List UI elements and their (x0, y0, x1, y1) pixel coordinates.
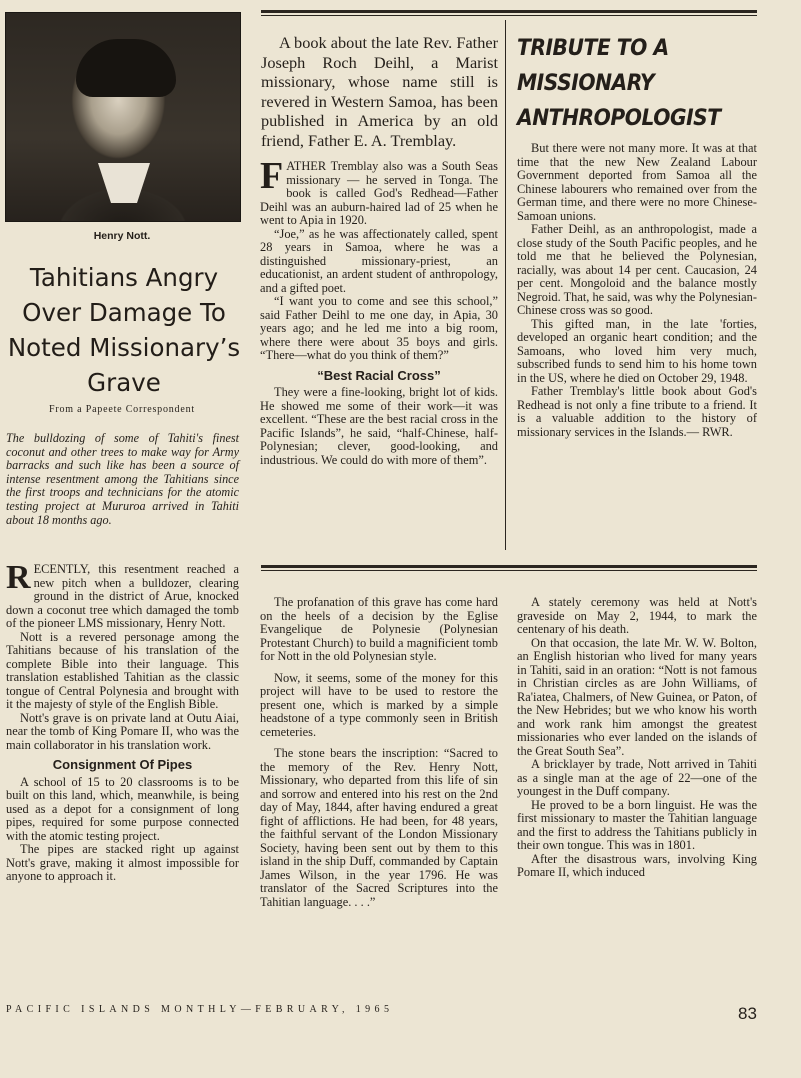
tribute-middle-column (260, 155, 498, 467)
continued-mid-paragraph-1: The profanation of this grave has come hard on the heels of a decision by the Eglise Evangelique de Polynesie (Polynesian Protestant Church) to build a magnificient tomb for Nott in the old Polynesian style. (260, 595, 498, 663)
left-paragraph-3: Nott's grave is on private land at Outu Aiai, near the tomb of King Pomare II, who was the main collaborator in his translation work. (6, 710, 239, 752)
portrait-hair (76, 39, 176, 97)
dropcap-f: F (260, 155, 284, 197)
left-paragraph-5: The pipes are stacked right up against Nott's grave, making it almost impossible for anyone to approach it. (6, 842, 239, 883)
portrait-photo (5, 12, 241, 222)
left-column-body (6, 559, 239, 884)
article-intro: The bulldozing of some of Tahiti's finest coconut and other trees to make way for Army barracks and such like has been a source of intense resentment among the Tahitians since the first troops and technicians for the atomic testing project at Mururoa arrived in Tahiti about 18 months ago. (6, 431, 239, 527)
top-rule-thin (261, 15, 757, 16)
tribute-paragraph-3: “I want you to come and see this school,” said Father Deihl to me one day, in Apia, 30 years ago; and he led me into a big room, where there were about 35 boys and girls. “There—what do you think of them?” (260, 294, 498, 362)
continued-right-paragraph-3: A bricklayer by trade, Nott arrived in Tahiti as a single man at the age of 22—one of the youngest in the Duff company. (517, 757, 757, 798)
tribute-paragraph-7: This gifted man, in the late 'forties, developed an organic heart condition; and the Samoans, who loved him very much, subscribed funds to send him to his home town in the US, where he died on October 29, 1948. (517, 316, 757, 385)
publication-footer: PACIFIC ISLANDS MONTHLY—FEBRUARY, 1965 (6, 1004, 394, 1015)
continued-mid-paragraph-2: Now, it seems, some of the money for this project will have to be used to restore the present one, which is marked by a simple headstone of a type commonly seen in British cemeteries. (260, 670, 498, 739)
column-divider-upper (505, 20, 506, 550)
tribute-paragraph-6: Father Deihl, as an anthropologist, made a close study of the South Pacific peoples, and he told me that he believed the Polynesian, racially, was about 14 per cent. Caucasion, 24 per cent. Mongoloid and the balance mostly Negroid. That, he said, was why the Polynesian-Chinese cross was so good. (517, 222, 757, 317)
page-number: 83 (738, 1004, 757, 1023)
tribute-right-column (517, 142, 757, 439)
continued-right-paragraph-1: A stately ceremony was held at Nott's graveside on May 2, 1944, to mark the centenary of his death. (517, 595, 757, 636)
left-paragraph-2: Nott is a revered personage among the Tahitians because of his translation of the complete Bible into their language. This translation established Tahitian as the classic tongue of Central Polynesia and brought with it the majesty of style of the English Bible. (6, 629, 239, 711)
tribute-paragraph-8: Father Tremblay's little book about God's Redhead is not only a fine tribute to a friend. It is a valuable addition to the history of missionary services in the Islands.— RWR. (517, 384, 757, 439)
photo-caption: Henry Nott. (93, 230, 151, 242)
continued-middle-column (260, 596, 498, 909)
article-headline: Tahitians Angry Over Damage To Noted Missionary’s Grave (7, 263, 241, 397)
left-paragraph-1 (6, 559, 239, 631)
tribute-paragraph-1-text: ATHER Tremblay also was a South Seas missionary — he served in Tonga. The book is called God's Redhead—Father Deihl was an auburn-haired lad of 25 when he went to Apia in 1920. (260, 159, 498, 227)
tribute-title: TRIBUTE TO A MISSIONARY ANTHROPOLOGIST (517, 36, 721, 131)
tribute-paragraph-2: “Joe,” as he was affectionately called, spent 28 years in Samoa, where he was a distinguished missionary-priest, an educationist, an ardent student of anthropology, and a gifted poet. (260, 226, 498, 295)
subhead-consignment: Consignment Of Pipes (52, 757, 193, 772)
continued-right-paragraph-4: He proved to be a born linguist. He was the first missionary to master the Tahitian language and the first to address the Tahitians publicly in their own tongue. This was in 1801. (517, 797, 757, 852)
continued-right-column (517, 596, 757, 880)
tribute-paragraph-1 (260, 155, 498, 228)
continued-mid-paragraph-3: The stone bears the inscription: “Sacred to the memory of the Rev. Henry Nott, Missionary, who departed from this life of sin and sorrow and entered into his rest on the 2nd day of May, 1844, after having endured a great fight of afflictions. He had been, for 48 years, the faithful servant of the London Missionary Society, having been sent out by them to this island in the ship Duff, commanded by Captain James Wilson, in the year 1796. He was translator of the Sacred Scriptures into the Tahitian language. . . .” (260, 746, 498, 909)
tribute-paragraph-5: But there were not many more. It was at that time that the new New Zealand Labour Government deported from Samoa all the Chinese labourers who remained over from the German time, and there were no more Chinese-Samoan unions. (517, 141, 757, 223)
tribute-lead: A book about the late Rev. Father Joseph Roch Deihl, a Marist missionary, whose name still is revered in Western Samoa, has been published in America by an old friend, Father E. A. Tremblay. (261, 33, 498, 150)
left-paragraph-4: A school of 15 to 20 classrooms is to be built on this land, which, meanwhile, is being used as a depot for a consignment of long pipes, required for some purpose connected with the atomic testing project. (6, 774, 239, 843)
article-byline: From a Papeete Correspondent (49, 404, 195, 415)
subhead-best-racial-cross: “Best Racial Cross” (317, 367, 441, 383)
middle-rule-thick (261, 565, 757, 568)
top-rule-thick (261, 10, 757, 13)
continued-right-paragraph-2: On that occasion, the late Mr. W. W. Bolton, an English historian who lived for many years in Tahiti, said in an oration: “Nott is not famous in Christian circles as are John Williams, of Ra'iatea, Chalmers, of New Guinea, or Paton, of the New Hebrides; but we who know his worth and work rank him amongst the greatest missionaries who ever landed on the islands of the Great South Sea”. (517, 635, 757, 758)
tribute-paragraph-4: They were a fine-looking, bright lot of kids. He showed me some of their work—it was excellent. “These are the best racial cross in the Pacific Islands”, he said, “half-Chinese, half-Polynesian; clever, good-looking, and industrious. We could do with more of them”. (260, 385, 498, 467)
middle-rule-thin (261, 570, 757, 571)
dropcap-r: R (6, 559, 31, 596)
continued-right-paragraph-5: After the disastrous wars, involving King Pomare II, which induced (517, 851, 757, 879)
left-paragraph-1-text: ECENTLY, this resentment reached a new pitch when a bulldozer, clearing ground in the district of Arue, knocked down a coconut tree which damaged the tomb of the pioneer LMS missionary, Henry Nott. (6, 562, 239, 630)
portrait-collar (98, 163, 150, 203)
